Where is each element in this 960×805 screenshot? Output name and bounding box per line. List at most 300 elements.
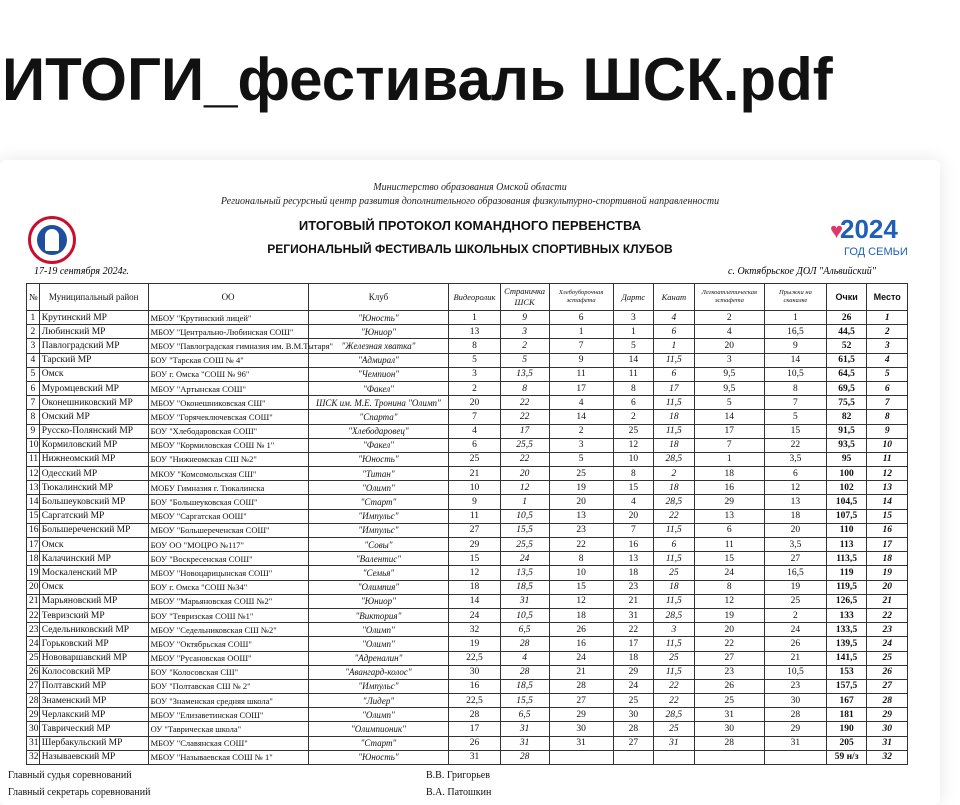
table-cell: 126,5 xyxy=(826,594,867,608)
table-cell: 16 xyxy=(867,523,908,537)
table-cell: 4 xyxy=(613,495,654,509)
table-cell: 28 xyxy=(500,665,549,679)
table-cell: 13 xyxy=(613,552,654,566)
table-cell: 19 xyxy=(449,637,500,651)
table-cell: Омск xyxy=(39,367,148,381)
table-cell: 21 xyxy=(867,594,908,608)
table-cell: "Олимп" xyxy=(308,481,449,495)
table-cell: 8 xyxy=(27,410,40,424)
table-cell: 10 xyxy=(867,438,908,452)
table-cell: Тюкалинский МР xyxy=(39,481,148,495)
table-cell: 20 xyxy=(765,523,827,537)
table-cell: 16,5 xyxy=(765,325,827,339)
table-cell: "Железная хватка" xyxy=(308,339,449,353)
table-cell: 6 xyxy=(867,381,908,395)
table-cell: 9 xyxy=(449,495,500,509)
table-cell: 7 xyxy=(549,339,613,353)
col-header: Прыжки на скакалке xyxy=(765,284,827,311)
table-cell: 30 xyxy=(613,708,654,722)
table-cell: 8 xyxy=(867,410,908,424)
table-cell: "Юность" xyxy=(308,750,449,764)
table-cell: 8 xyxy=(500,381,549,395)
table-cell: Шербакульский МР xyxy=(39,736,148,750)
table-cell: 25 xyxy=(613,694,654,708)
table-cell: 19 xyxy=(867,566,908,580)
table-cell: 24 xyxy=(867,637,908,651)
table-cell: 4 xyxy=(694,325,764,339)
table-cell: "Олимп" xyxy=(308,708,449,722)
table-cell: 1 xyxy=(765,311,827,325)
table-cell: 2 xyxy=(654,467,695,481)
table-cell: БОУ "Воскресенская СОШ" xyxy=(148,552,308,566)
table-row xyxy=(27,325,908,339)
table-cell: 1 xyxy=(654,339,695,353)
table-cell: 14 xyxy=(765,353,827,367)
table-cell: 25 xyxy=(694,694,764,708)
table-cell: 21 xyxy=(613,594,654,608)
table-cell: "Олимп" xyxy=(308,637,449,651)
table-row xyxy=(27,452,908,466)
table-cell: 14 xyxy=(449,594,500,608)
table-cell: 21 xyxy=(449,467,500,481)
table-cell: БОУ "Колосовская СШ" xyxy=(148,665,308,679)
table-cell: МБОУ "Кормиловская СОШ № 1" xyxy=(148,438,308,452)
table-cell: 7 xyxy=(694,438,764,452)
table-cell: МБОУ "Крутинский лицей" xyxy=(148,311,308,325)
table-cell: 75,5 xyxy=(826,396,867,410)
table-cell: 26 xyxy=(826,311,867,325)
table-cell: 25 xyxy=(449,452,500,466)
table-cell: 133 xyxy=(826,608,867,622)
col-header: Легкоатлетическая эстафета xyxy=(694,284,764,311)
table-cell: 119,5 xyxy=(826,580,867,594)
table-cell: 18 xyxy=(654,481,695,495)
table-cell: 9 xyxy=(867,424,908,438)
table-cell: 30 xyxy=(449,665,500,679)
table-cell: 5 xyxy=(549,452,613,466)
table-cell: 20 xyxy=(549,495,613,509)
table-cell: 27 xyxy=(613,736,654,750)
table-cell: 12 xyxy=(694,594,764,608)
table-cell: 11 xyxy=(694,538,764,552)
table-cell: МОБУ Гимназия г. Тюкалинска xyxy=(148,481,308,495)
table-cell: 139,5 xyxy=(826,637,867,651)
table-cell: БОУ "Нижнеомская СШ №2" xyxy=(148,452,308,466)
table-cell: 4 xyxy=(449,424,500,438)
table-cell: 20 xyxy=(449,396,500,410)
table-cell: 30 xyxy=(694,722,764,736)
table-cell: 31 xyxy=(613,608,654,622)
table-cell: МКОУ "Комсомольская СШ" xyxy=(148,467,308,481)
col-header: Муниципальный район xyxy=(39,284,148,311)
table-cell: Таврический МР xyxy=(39,722,148,736)
table-cell: 13 xyxy=(449,325,500,339)
table-cell: 82 xyxy=(826,410,867,424)
table-cell: 25 xyxy=(613,424,654,438)
table-cell: 11,5 xyxy=(654,523,695,537)
col-header: Видеоролик xyxy=(449,284,500,311)
table-cell: 17 xyxy=(549,381,613,395)
table-cell: 14 xyxy=(549,410,613,424)
table-row xyxy=(27,410,908,424)
table-cell xyxy=(765,750,827,764)
table-cell: 19 xyxy=(27,566,40,580)
table-cell: 15 xyxy=(549,580,613,594)
table-cell: 3 xyxy=(867,339,908,353)
table-cell: 44,5 xyxy=(826,325,867,339)
table-cell: 28,5 xyxy=(654,452,695,466)
year-logo-subtitle: ГОД СЕМЬИ xyxy=(844,246,908,258)
table-cell: 18 xyxy=(654,410,695,424)
table-cell: 18 xyxy=(654,580,695,594)
table-cell: 27 xyxy=(867,679,908,693)
table-cell: Большереченский МР xyxy=(39,523,148,537)
table-cell: 11,5 xyxy=(654,637,695,651)
table-cell: 20 xyxy=(500,467,549,481)
table-cell: Нововаршавский МР xyxy=(39,651,148,665)
table-cell: 6,5 xyxy=(500,708,549,722)
table-cell: Марьяновский МР xyxy=(39,594,148,608)
table-cell: 25 xyxy=(27,651,40,665)
table-cell: 181 xyxy=(826,708,867,722)
table-cell: 10 xyxy=(27,438,40,452)
table-cell: БОУ "Тевризская СОШ №1" xyxy=(148,608,308,622)
table-cell: 12 xyxy=(765,481,827,495)
table-cell: "Факел" xyxy=(308,438,449,452)
table-cell: МБОУ "Марьяновская СОШ №2" xyxy=(148,594,308,608)
table-cell: 7 xyxy=(867,396,908,410)
protocol-title: ИТОГОВЫЙ ПРОТОКОЛ КОМАНДНОГО ПЕРВЕНСТВА xyxy=(298,218,642,233)
table-cell: 1 xyxy=(449,311,500,325)
table-header-row xyxy=(27,284,908,311)
table-cell: 14 xyxy=(27,495,40,509)
table-cell: 21 xyxy=(27,594,40,608)
table-cell: 15 xyxy=(867,509,908,523)
table-cell: "Олимпионик" xyxy=(308,722,449,736)
table-cell: 5 xyxy=(867,367,908,381)
table-cell: 22 xyxy=(765,438,827,452)
table-cell: Оконешниковский МР xyxy=(39,396,148,410)
table-cell: 100 xyxy=(826,467,867,481)
table-cell: 19 xyxy=(765,580,827,594)
table-cell: 8 xyxy=(765,381,827,395)
table-cell: "Совы" xyxy=(308,538,449,552)
table-cell: 28 xyxy=(694,736,764,750)
table-cell: 31 xyxy=(449,750,500,764)
table-cell: 22,5 xyxy=(449,694,500,708)
table-cell: МБОУ "Центрально-Любинская СОШ" xyxy=(148,325,308,339)
table-cell: 10 xyxy=(449,481,500,495)
table-cell xyxy=(654,750,695,764)
table-cell: 25 xyxy=(867,651,908,665)
table-cell: 29 xyxy=(27,708,40,722)
table-row xyxy=(27,708,908,722)
table-row xyxy=(27,623,908,637)
table-row xyxy=(27,523,908,537)
table-cell: 18 xyxy=(449,580,500,594)
table-row xyxy=(27,736,908,750)
table-cell: 22 xyxy=(613,623,654,637)
table-cell: "Факел" xyxy=(308,381,449,395)
table-cell: "Адмирал" xyxy=(308,353,449,367)
table-cell: "Валентис" xyxy=(308,552,449,566)
table-cell: 21 xyxy=(765,651,827,665)
table-cell: "Юниор" xyxy=(308,594,449,608)
table-cell: 25 xyxy=(549,467,613,481)
table-cell: 2 xyxy=(549,424,613,438)
table-cell: Горьковский МР xyxy=(39,637,148,651)
table-cell: 23 xyxy=(694,665,764,679)
table-cell: 3 xyxy=(449,367,500,381)
table-cell: 6 xyxy=(549,311,613,325)
table-cell: 113,5 xyxy=(826,552,867,566)
table-cell: Павлоградский МР xyxy=(39,339,148,353)
results-table xyxy=(26,283,908,765)
table-row xyxy=(27,495,908,509)
table-cell: Муромцевский МР xyxy=(39,381,148,395)
table-cell: 25 xyxy=(765,594,827,608)
table-cell: 22,5 xyxy=(449,651,500,665)
table-cell: 3 xyxy=(694,353,764,367)
table-cell: 107,5 xyxy=(826,509,867,523)
table-cell: 23 xyxy=(867,623,908,637)
table-cell: 32 xyxy=(867,750,908,764)
table-cell: "Импульс" xyxy=(308,679,449,693)
table-cell: 22 xyxy=(654,694,695,708)
table-cell: БОУ "Тарская СОШ № 4" xyxy=(148,353,308,367)
table-cell: МБОУ "Большереченская СОШ" xyxy=(148,523,308,537)
table-cell: БОУ "Большеуковская СОШ" xyxy=(148,495,308,509)
table-cell: 167 xyxy=(826,694,867,708)
table-row xyxy=(27,608,908,622)
table-cell: 27 xyxy=(694,651,764,665)
table-cell: МБОУ "Русановская ООШ" xyxy=(148,651,308,665)
table-cell: 17 xyxy=(449,722,500,736)
table-cell: МБОУ "Артынская СОШ" xyxy=(148,381,308,395)
table-cell: 205 xyxy=(826,736,867,750)
table-cell: 110 xyxy=(826,523,867,537)
table-cell: 11 xyxy=(549,367,613,381)
table-cell: 9 xyxy=(27,424,40,438)
table-cell: 23 xyxy=(765,679,827,693)
table-cell: 16 xyxy=(27,523,40,537)
table-cell: 9 xyxy=(500,311,549,325)
table-cell: 21 xyxy=(549,665,613,679)
table-cell: 26 xyxy=(694,679,764,693)
table-row xyxy=(27,566,908,580)
table-cell: 24 xyxy=(449,608,500,622)
table-cell: "Спарта" xyxy=(308,410,449,424)
table-cell: Нижнеомский МР xyxy=(39,452,148,466)
table-cell: 1 xyxy=(867,311,908,325)
table-cell: 31 xyxy=(694,708,764,722)
judge-label: Главный судья соревнований xyxy=(8,770,132,781)
table-cell: 2 xyxy=(613,410,654,424)
table-cell: 6 xyxy=(694,523,764,537)
table-cell: 28 xyxy=(500,750,549,764)
table-cell: 61,5 xyxy=(826,353,867,367)
table-cell: 104,5 xyxy=(826,495,867,509)
table-cell: "Олимп" xyxy=(308,623,449,637)
table-cell: "Адреналин" xyxy=(308,651,449,665)
table-row xyxy=(27,367,908,381)
table-cell: 31 xyxy=(654,736,695,750)
table-row xyxy=(27,438,908,452)
table-cell: 11,5 xyxy=(654,424,695,438)
table-cell: 1 xyxy=(613,325,654,339)
table-cell: 11,5 xyxy=(654,594,695,608)
table-cell: 29 xyxy=(867,708,908,722)
table-cell: Седельниковский МР xyxy=(39,623,148,637)
table-cell: 4 xyxy=(654,311,695,325)
table-cell: "Лидер" xyxy=(308,694,449,708)
table-cell: 31 xyxy=(27,736,40,750)
table-cell: 10,5 xyxy=(500,608,549,622)
table-row xyxy=(27,594,908,608)
table-cell: 93,5 xyxy=(826,438,867,452)
table-cell: "Старт" xyxy=(308,736,449,750)
table-row xyxy=(27,722,908,736)
table-row xyxy=(27,580,908,594)
table-cell: 141,5 xyxy=(826,651,867,665)
table-cell: 18 xyxy=(27,552,40,566)
table-cell: Черлакский МР xyxy=(39,708,148,722)
table-cell: 4 xyxy=(27,353,40,367)
table-cell: 14 xyxy=(613,353,654,367)
table-cell: 30 xyxy=(765,694,827,708)
table-cell: 17 xyxy=(500,424,549,438)
table-cell: 25 xyxy=(654,722,695,736)
table-cell: 24 xyxy=(765,623,827,637)
table-cell: 2 xyxy=(449,381,500,395)
table-cell: ОУ "Таврическая школа" xyxy=(148,722,308,736)
table-cell: 28 xyxy=(449,708,500,722)
table-cell: 28,5 xyxy=(654,608,695,622)
table-cell: 28 xyxy=(867,694,908,708)
table-cell: "Импульс" xyxy=(308,523,449,537)
table-cell: МБОУ "Горячеключевская СОШ" xyxy=(148,410,308,424)
table-cell: 15 xyxy=(765,424,827,438)
table-cell: 5 xyxy=(694,396,764,410)
table-cell: 11 xyxy=(449,509,500,523)
table-cell: 10,5 xyxy=(765,367,827,381)
table-cell: 16 xyxy=(694,481,764,495)
table-row xyxy=(27,552,908,566)
table-cell: 17 xyxy=(867,538,908,552)
table-cell xyxy=(694,750,764,764)
table-cell: Тевризский МР xyxy=(39,608,148,622)
table-cell: 4 xyxy=(867,353,908,367)
table-cell: 22 xyxy=(549,538,613,552)
table-cell: 13 xyxy=(867,481,908,495)
table-cell: 18,5 xyxy=(500,580,549,594)
table-cell: 19 xyxy=(549,481,613,495)
table-cell: "Импульс" xyxy=(308,509,449,523)
table-cell: 23 xyxy=(27,623,40,637)
table-cell: 1 xyxy=(549,325,613,339)
table-row xyxy=(27,467,908,481)
table-cell: Омск xyxy=(39,580,148,594)
table-cell: 28 xyxy=(765,708,827,722)
col-header: Очки xyxy=(826,284,867,311)
table-cell: 16 xyxy=(549,637,613,651)
table-cell: МБОУ "Новоцарицынская СОШ" xyxy=(148,566,308,580)
table-cell: 32 xyxy=(27,750,40,764)
table-row xyxy=(27,424,908,438)
table-cell: Русско-Полянский МР xyxy=(39,424,148,438)
table-cell: 26 xyxy=(449,736,500,750)
table-cell: "Семья" xyxy=(308,566,449,580)
table-cell: 30 xyxy=(27,722,40,736)
table-cell: 7 xyxy=(613,523,654,537)
table-cell: 95 xyxy=(826,452,867,466)
table-row xyxy=(27,651,908,665)
table-cell: 16 xyxy=(449,679,500,693)
table-cell: 27 xyxy=(27,679,40,693)
table-cell: 26 xyxy=(867,665,908,679)
table-cell: 28,5 xyxy=(654,708,695,722)
table-cell: 31 xyxy=(500,736,549,750)
table-cell: 11,5 xyxy=(654,552,695,566)
col-header: № xyxy=(27,284,40,311)
table-cell: 157,5 xyxy=(826,679,867,693)
table-cell: 5 xyxy=(765,410,827,424)
table-cell: 6 xyxy=(613,396,654,410)
table-row xyxy=(27,538,908,552)
table-cell: 15,5 xyxy=(500,694,549,708)
table-cell: 27 xyxy=(765,552,827,566)
table-cell: МБОУ "Елизаветинская СОШ" xyxy=(148,708,308,722)
table-cell: 16 xyxy=(613,538,654,552)
table-cell: 12 xyxy=(613,438,654,452)
table-cell: 28,5 xyxy=(654,495,695,509)
table-cell: 2 xyxy=(694,311,764,325)
table-cell xyxy=(549,750,613,764)
table-cell: 3,5 xyxy=(765,452,827,466)
table-cell: 11,5 xyxy=(654,396,695,410)
year-logo-number: 2024 xyxy=(840,214,898,244)
table-cell: Тарский МР xyxy=(39,353,148,367)
table-cell: 20 xyxy=(27,580,40,594)
table-cell: ШСК им. М.Е. Тронина "Олимп" xyxy=(308,396,449,410)
table-cell: 18 xyxy=(613,566,654,580)
table-cell: 91,5 xyxy=(826,424,867,438)
table-cell: 30 xyxy=(867,722,908,736)
table-cell: 3 xyxy=(549,438,613,452)
table-cell: 12 xyxy=(27,467,40,481)
table-cell: 32 xyxy=(449,623,500,637)
table-cell: 4 xyxy=(549,396,613,410)
table-cell: 29 xyxy=(549,708,613,722)
table-cell: 15 xyxy=(27,509,40,523)
table-cell: 27 xyxy=(449,523,500,537)
table-cell: 22 xyxy=(654,679,695,693)
table-cell: 9 xyxy=(549,353,613,367)
table-cell: 2 xyxy=(500,339,549,353)
table-cell: 7 xyxy=(765,396,827,410)
table-cell: 20 xyxy=(613,509,654,523)
table-cell: 3 xyxy=(613,311,654,325)
table-cell: БОУ "Хлебодаровская СОШ" xyxy=(148,424,308,438)
table-cell: 5 xyxy=(27,367,40,381)
table-cell: 13 xyxy=(27,481,40,495)
table-cell: Полтавский МР xyxy=(39,679,148,693)
table-cell: 16,5 xyxy=(765,566,827,580)
table-row xyxy=(27,339,908,353)
center-header: Региональный ресурсный центр развития дополнительного образования физкультурно-спортивной направленности xyxy=(220,196,720,207)
table-cell: 30 xyxy=(549,722,613,736)
table-cell: 13 xyxy=(765,495,827,509)
